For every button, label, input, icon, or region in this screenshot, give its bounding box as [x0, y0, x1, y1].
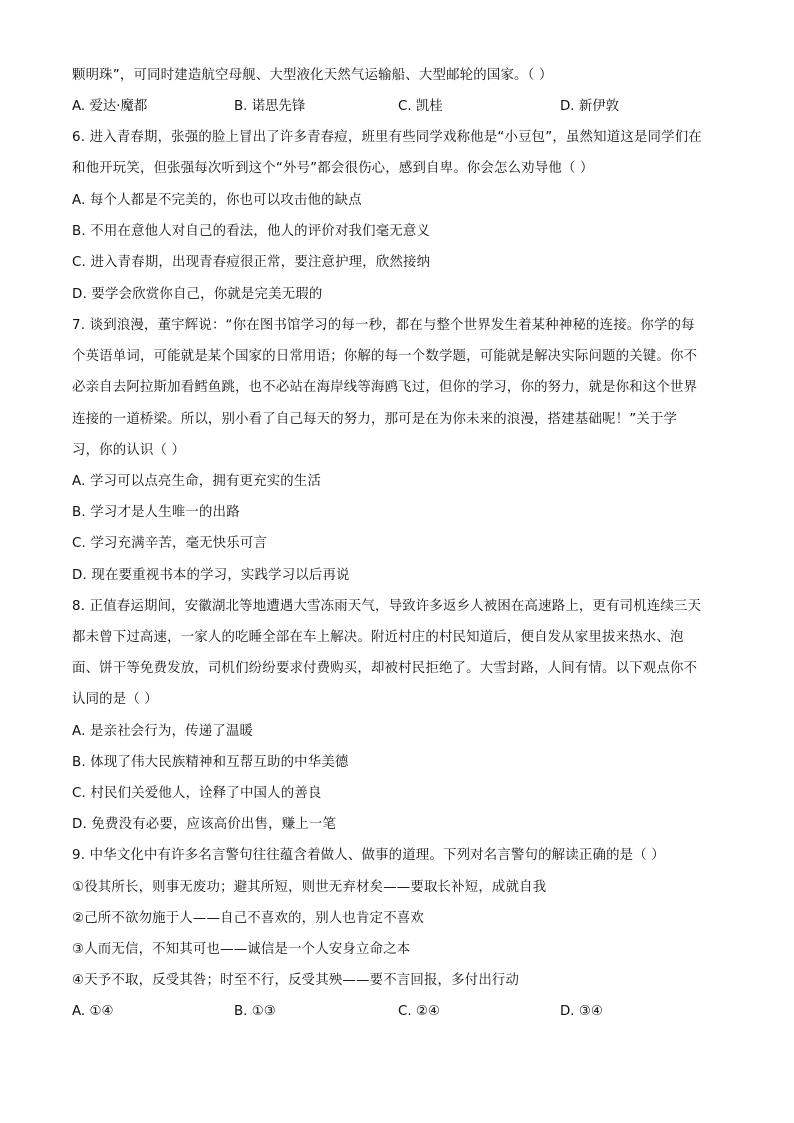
q9-options: [72, 1002, 732, 1022]
q9-stem-line: 9. 中华文化中有许多名言警句往往蕴含着做人、做事的道理。下列对名言警句的解读正确的是（ ）: [72, 848, 665, 863]
q7-option-b: B. 学习才是人生唯一的出路: [72, 505, 240, 520]
q7-option-c: C. 学习充满辛苦，毫无快乐可言: [72, 536, 268, 551]
q8-option-d: D. 免费没有必要，应该高价出售，赚上一笔: [72, 817, 337, 832]
q8-stem-line: 面、饼干等免费发放，司机们纷纷要求付费购买，却被村民拒绝了。大雪封路，人间有情。以下观点你不: [72, 661, 698, 676]
q6-option-c: C. 进入青春期，出现青春痘很正常，要注意护理，欣然接纳: [72, 255, 431, 270]
q5-options: [72, 97, 732, 117]
q5-option-d: D. 新伊敦: [560, 99, 619, 114]
q9-statement-2: ②己所不欲勿施于人——自己不喜欢的，别人也肯定不喜欢: [72, 911, 424, 926]
q6-option-d: D. 要学会欣赏你自己，你就是完美无瑕的: [72, 287, 323, 302]
q8-option-a: A. 是亲社会行为，传递了温暖: [72, 724, 254, 739]
q6-stem-line: 6. 进入青春期，张强的脸上冒出了许多青春痘，班里有些同学戏称他是“小豆包”，虽然知道这是同学们在: [72, 130, 702, 145]
q5-stem-line: 颗明珠”，可同时建造航空母舰、大型液化天然气运输船、大型邮轮的国家。（ ）: [72, 68, 553, 83]
q5-option-b: B. 诺思先锋: [234, 99, 306, 114]
q8-stem-line: 8. 正值春运期间，安徽湖北等地遭遇大雪冻雨天气，导致许多返乡人被困在高速路上，更有司机连续三天: [72, 599, 702, 614]
q8-stem-line: 认同的是（ ）: [72, 692, 158, 707]
q7-option-a: A. 学习可以点亮生命，拥有更充实的生活: [72, 474, 322, 489]
q7-stem-line: 连接的一道桥梁。所以，别小看了自己每天的努力，那可是在为你未来的浪漫，搭建基础呢！”关于学: [72, 412, 678, 427]
q9-option-c: C. ②④: [398, 1004, 440, 1019]
q5-option-c: C. 凯桂: [398, 99, 443, 114]
q8-stem-line: 都未曾下过高速，一家人的吃睡全部在车上解决。附近村庄的村民知道后，便自发从家里拔来热水、泡: [72, 630, 684, 645]
q6-stem-line: 和他开玩笑，但张强每次听到这个“外号”都会很伤心，感到自卑。你会怎么劝导他（ ）: [72, 161, 594, 176]
q7-option-d: D. 现在要重视书本的学习，实践学习以后再说: [72, 568, 350, 583]
q9-option-a: A. ①④: [72, 1004, 114, 1019]
q6-option-a: A. 每个人都是不完美的，你也可以攻击他的缺点: [72, 193, 362, 208]
q8-option-b: B. 体现了伟大民族精神和互帮互助的中华美德: [72, 755, 349, 770]
q6-option-b: B. 不用在意他人对自己的看法，他人的评价对我们毫无意义: [72, 224, 431, 239]
q7-stem-line: 习，你的认识（ ）: [72, 443, 186, 458]
q8-option-c: C. 村民们关爱他人，诠释了中国人的善良: [72, 786, 322, 801]
q9-statement-1: ①役其所长，则事无废功；避其所短，则世无弃材矣——要取长补短，成就自我: [72, 880, 547, 895]
q7-stem-line: 必亲自去阿拉斯加看鳕鱼跳，也不必站在海岸线等海鸥飞过，但你的学习，你的努力，就是你和这个世界: [72, 380, 698, 395]
q5-option-a: A. 爱达·魔都: [72, 99, 148, 114]
q7-stem-line: 7. 谈到浪漫，董宇辉说：“你在图书馆学习的每一秒，都在与整个世界发生着某种神秘的连接。你学的每: [72, 318, 695, 333]
q9-option-d: D. ③④: [560, 1004, 603, 1019]
q9-statement-4: ④天予不取，反受其咎；时至不行，反受其殃——要不言回报，多付出行动: [72, 973, 520, 988]
q9-statement-3: ③人而无信，不知其可也——诚信是一个人安身立命之本: [72, 942, 411, 957]
q7-stem-line: 个英语单词，可能就是某个国家的日常用语；你解的每一个数学题，可能就是解决实际问题的关键。你不: [72, 349, 698, 364]
q9-option-b: B. ①③: [234, 1004, 276, 1019]
